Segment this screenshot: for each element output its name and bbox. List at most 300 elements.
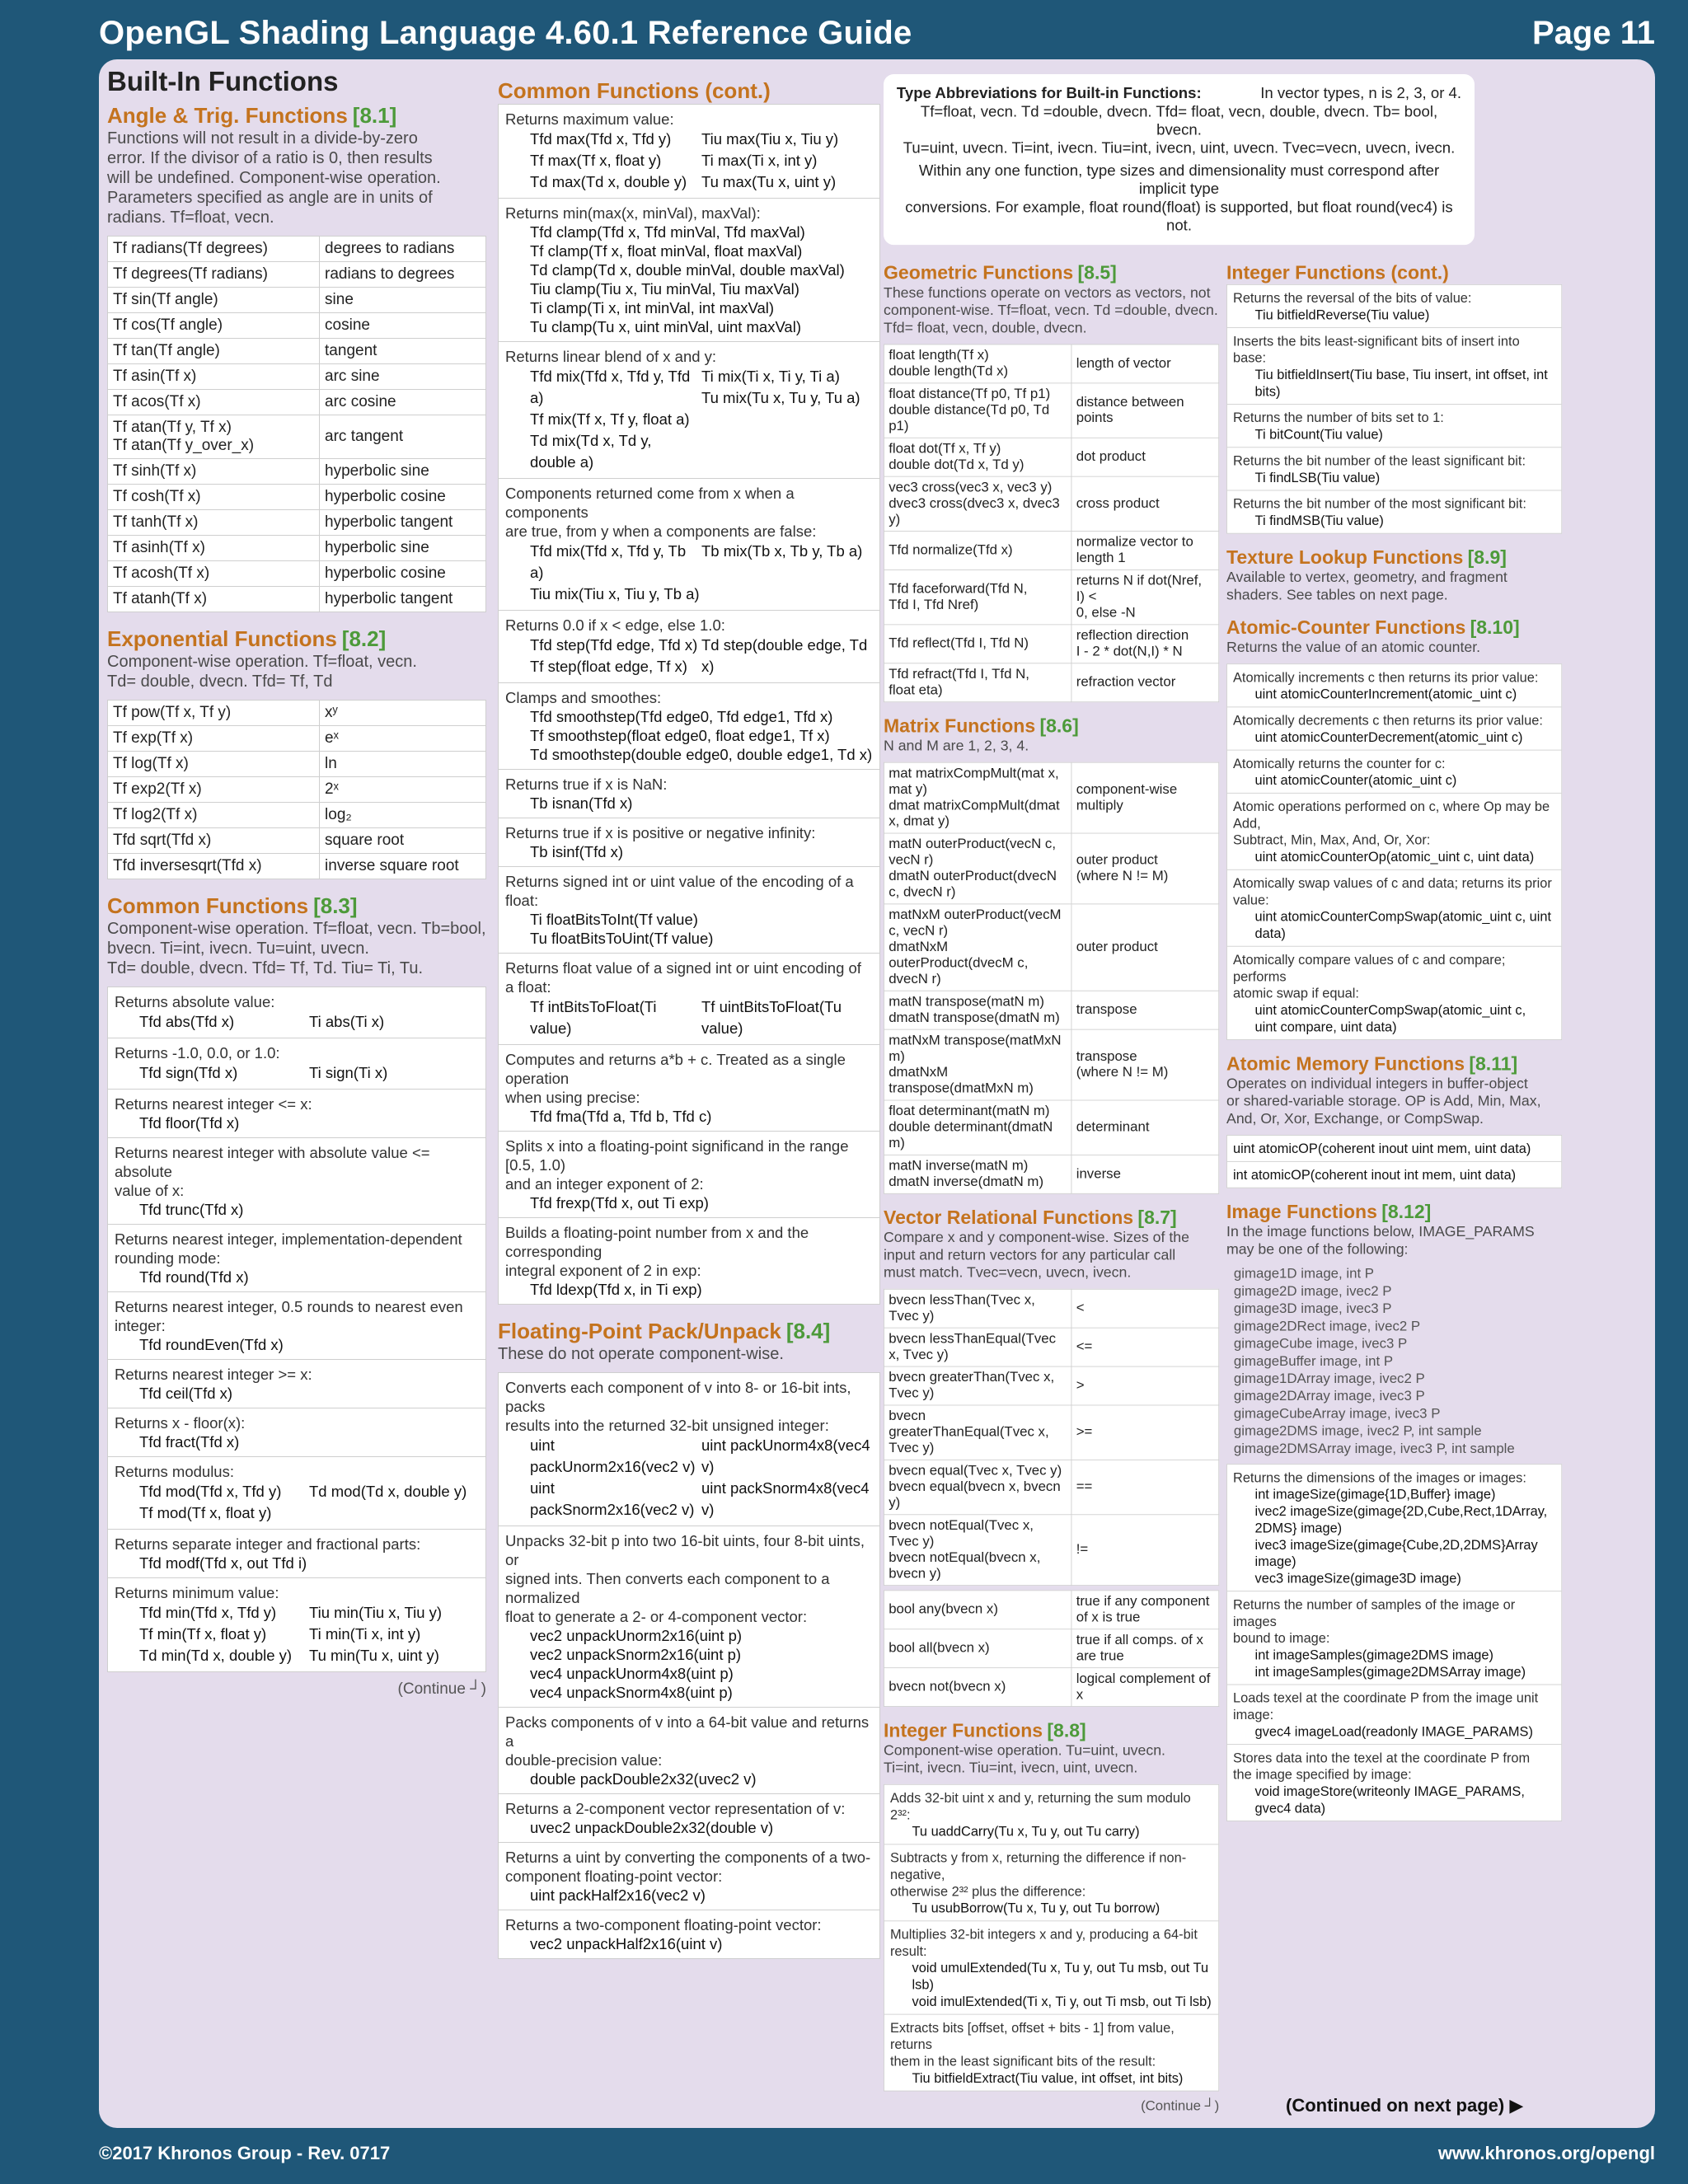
function-description: eˣ [320, 726, 486, 752]
function-signature: Tf tan(Tf angle) [108, 339, 320, 364]
item-description: Returns the bit number of the least significant bit: [1232, 452, 1526, 468]
section-description: Component-wise operation. Tu=uint, uvecn. Ti=int, ivecn. Tiu=int, ivecn, uint, uvecn. [884, 1742, 1165, 1777]
item-signature: Tfd mix(Tfd x, Tfd y, Tfd a) Tf mix(Tf x, Tf y, float a) Td mix(Td x, Td y, double a) [530, 368, 691, 471]
function-description: 2ˣ [320, 777, 486, 803]
list-item [1227, 1136, 1561, 1161]
function-description: < [1071, 1289, 1219, 1328]
item-description: Returns the dimensions of the images or images: [1232, 1469, 1526, 1485]
function-signature: float dot(Tf x, Tf y) double dot(Td x, Td y) [884, 438, 1071, 476]
item-description: Atomically decrements c then returns its prior value: [1232, 712, 1543, 729]
type-abbreviations-box [884, 74, 1475, 245]
function-signature: matN inverse(matN m) dmatN inverse(dmatN m) [884, 1155, 1071, 1193]
continue-marker: (Continue ┘) [1141, 2098, 1220, 2114]
table-row [884, 991, 1218, 1029]
column-1 [107, 66, 486, 1712]
function-signature: Tf log(Tf x) [108, 752, 320, 777]
list-item [1227, 793, 1561, 869]
item-description: Returns a 2-component vector representation of v: [505, 1800, 846, 1817]
list-item [108, 1089, 485, 1137]
function-signature: float distance(Tf p0, Tf p1) double distance(Td p0, Td p1) [884, 383, 1071, 438]
signature-grid [139, 1481, 479, 1524]
section-heading [1226, 546, 1562, 569]
item-signature: Tf uintBitsToFloat(Tu value) [701, 998, 842, 1037]
section-ref: [8.11] [1469, 1052, 1518, 1075]
section-ref: [8.12] [1381, 1200, 1432, 1223]
list-item [884, 2014, 1218, 2091]
item-signature: int imageSamples(gimage2DMS image) int imageSamples(gimage2DMSArray image) [1254, 1647, 1526, 1680]
table-row [108, 339, 486, 364]
item-description: Inserts the bits least-significant bits of insert into base: [1232, 333, 1520, 366]
item-signature: uvec2 unpackDouble2x32(double v) [530, 1819, 774, 1836]
table-row [108, 459, 486, 485]
section-description: Functions will not result in a divide-by-zero error. If the divisor of a ratio is 0, then results will be undefined. Component-wise operation. Parameters specified as angle are in units of radians. Tf=float, vecn. [107, 129, 441, 227]
item-signature: Tfd fma(Tfd a, Tfd b, Tfd c) [530, 1108, 712, 1125]
list-item [1227, 404, 1561, 447]
item-signature: Tfd round(Tfd x) [139, 1268, 249, 1286]
item-signature: uint packHalf2x16(vec2 v) [530, 1886, 706, 1904]
list-item [499, 198, 879, 341]
signature-grid [530, 541, 873, 605]
list-item [499, 818, 879, 866]
table-row [884, 1155, 1218, 1193]
function-table [107, 700, 486, 879]
item-description: Returns maximum value: [505, 110, 674, 128]
function-signature: Tf sinh(Tf x) [108, 459, 320, 485]
section-ref: [8.5] [1077, 261, 1117, 284]
item-signature: int imageSize(gimage{1D,Buffer} image) ivec2 imageSize(gimage{2D,Cube,Rect,1DArray, 2DMS} image) ivec3 imageSize(gimage{Cube,2D,2DMS}Array image) vec3 imageSize(gimage3D image) [1254, 1486, 1548, 1586]
item-description: Returns signed int or uint value of the encoding of a float: [505, 873, 854, 909]
item-description: Converts each component of v into 8- or 16-bit ints, packs results into the returned 32-bit unsigned integer: [505, 1379, 851, 1434]
item-signature: Ti sign(Ti x) [309, 1064, 388, 1081]
note-example: Within any one function, type sizes and dimensionality must correspond after implicit type conversions. For example, float round(float) is supported, but float round(vec4) is not. [905, 162, 1453, 234]
function-signature: bvecn greaterThanEqual(Tvec x, Tvec y) [884, 1405, 1071, 1460]
continued-next-page: (Continued on next page) ▶ [1286, 2095, 1524, 2116]
function-description: == [1071, 1460, 1219, 1514]
item-signature: Tfd smoothstep(Tfd edge0, Tfd edge1, Tfd x) Tf smoothstep(float edge0, float edge1, Tf x) Td smoothstep(double edge0, double edge1, Td x) [530, 708, 873, 763]
item-signature: uint atomicCounterOp(atomic_uint c, uint data) [1254, 849, 1535, 865]
item-signature: Tfd roundEven(Tfd x) [139, 1336, 284, 1353]
table-row [884, 383, 1218, 438]
item-description: Returns modulus: [115, 1463, 234, 1480]
item-description: Returns min(max(x, minVal), maxVal): [505, 204, 761, 222]
item-signature: Tfd ceil(Tfd x) [139, 1385, 233, 1402]
item-description: Returns nearest integer <= x: [115, 1095, 312, 1113]
signature-grid [530, 129, 873, 193]
function-signature: matNxM transpose(matMxN m) dmatNxM transpose(dmatMxN m) [884, 1029, 1071, 1100]
function-signature: Tf cos(Tf angle) [108, 313, 320, 339]
section [884, 1718, 1219, 2115]
function-signature: Tfd normalize(Tfd x) [884, 532, 1071, 570]
item-description: Returns nearest integer, 0.5 rounds to nearest even integer: [115, 1298, 463, 1334]
item-signature: Tfd step(Tfd edge, Tfd x) Tf step(float edge, Tf x) [530, 636, 698, 675]
table-row [884, 1629, 1218, 1668]
footer-url: www.khronos.org/opengl [1437, 2143, 1655, 2163]
note-title: Type Abbreviations for Built-in Functions: [896, 85, 1202, 102]
function-signature: Tfd refract(Tfd I, Tfd N, float eta) [884, 663, 1071, 702]
item-signature: int atomicOP(coherent inout int mem, uint data) [1232, 1166, 1517, 1183]
table-row [108, 390, 486, 415]
item-signature: Tiu max(Tiu x, Tiu y) Ti max(Ti x, int y) Tu max(Tu x, uint y) [701, 130, 839, 190]
function-signature: Tf cosh(Tf x) [108, 485, 320, 510]
item-description: Atomic operations performed on c, where Op may be Add, Subtract, Min, Max, And, Or, Xor: [1232, 798, 1550, 848]
table-row [108, 536, 486, 561]
section-title: Texture Lookup Functions [1226, 546, 1464, 569]
table-row [108, 262, 486, 288]
function-description: xʸ [320, 701, 486, 726]
list-item [499, 953, 879, 1044]
item-description: Returns x - floor(x): [115, 1414, 246, 1432]
section-heading [107, 893, 486, 919]
table-row [884, 1591, 1218, 1629]
list-item [1227, 1161, 1561, 1188]
signature-grid [530, 635, 873, 677]
list-item [499, 769, 879, 818]
item-description: Returns float value of a signed int or uint encoding of a float: [505, 959, 861, 996]
section-title: Geometric Functions [884, 261, 1074, 284]
function-description: outer product [1071, 904, 1219, 991]
item-description: Returns nearest integer >= x: [115, 1366, 312, 1383]
function-description: cross product [1071, 476, 1219, 531]
list-item [499, 1373, 879, 1526]
item-signature: uint atomicCounterCompSwap(atomic_uint c, uint compare, uint data) [1254, 1001, 1526, 1034]
function-signature: Tf sin(Tf angle) [108, 288, 320, 313]
section-ref: [8.8] [1047, 1719, 1086, 1741]
item-description: Returns 0.0 if x < edge, else 1.0: [505, 616, 725, 634]
section-heading [107, 102, 486, 129]
item-signature: Tb isinf(Tfd x) [530, 843, 624, 860]
section-ref: [8.7] [1137, 1206, 1177, 1229]
signature-grid [139, 1602, 479, 1666]
function-description: inverse square root [320, 854, 486, 879]
list-item [108, 1224, 485, 1291]
section-title: Common Functions [107, 893, 309, 918]
item-signature: Tu uaddCarry(Tu x, Tu y, out Tu carry) [912, 1823, 1140, 1840]
section-title: Integer Functions [884, 1719, 1043, 1741]
list-item [884, 1785, 1218, 1844]
function-signature: Tf asinh(Tf x) [108, 536, 320, 561]
item-description: Loads texel at the coordinate P from the image unit image: [1232, 1690, 1539, 1722]
function-description: normalize vector to length 1 [1071, 532, 1219, 570]
item-signature: uint atomicCounterIncrement(atomic_uint c) [1254, 686, 1517, 702]
table-row [108, 237, 486, 262]
table-row [884, 663, 1218, 702]
signature-grid [530, 366, 873, 473]
function-description: returns N if dot(Nref, I) < 0, else -N [1071, 569, 1219, 624]
table-row [108, 485, 486, 510]
function-description: ln [320, 752, 486, 777]
note-vector-size: In vector types, n is 2, 3, or 4. [1260, 85, 1462, 102]
page-number: Page 11 [1531, 15, 1655, 51]
section-description: These functions operate on vectors as vectors, not component-wise. Tf=float, vecn. Td =double, dvecn. Tfd= float, vecn, double, dvecn. [884, 284, 1218, 336]
item-description: Stores data into the texel at the coordinate P from the image specified by image: [1232, 1750, 1531, 1783]
item-signature: uint packUnorm2x16(vec2 v) uint packSnorm2x16(vec2 v) [530, 1436, 696, 1518]
list-item [499, 682, 879, 769]
list-item [1227, 750, 1561, 793]
list-item [499, 105, 879, 198]
function-description: hyperbolic tangent [320, 587, 486, 612]
signature-grid [530, 996, 873, 1039]
list-item [499, 610, 879, 682]
function-signature: matN outerProduct(vecN c, vecN r) dmatN outerProduct(dvecN c, dvecN r) [884, 833, 1071, 904]
item-signature: Tfd trunc(Tfd x) [139, 1201, 244, 1218]
list-item [499, 866, 879, 953]
function-description: hyperbolic cosine [320, 485, 486, 510]
note-abbreviations: Tf=float, vecn. Td =double, dvecn. Tfd= float, vecn, double, dvecn. Tb= bool, bvecn. Tu=uint, uvecn. Ti=int, ivecn. Tiu=int, ivecn, uint, uvecn. Tvec=vecn, uvecn, ivecn. [903, 103, 1456, 157]
list-item [108, 1038, 485, 1089]
item-signature: Ti findLSB(Tiu value) [1254, 469, 1381, 485]
table-row [108, 510, 486, 536]
list-item [499, 1044, 879, 1131]
list-item [499, 1526, 879, 1707]
table-row [108, 364, 486, 390]
section-description: In the image functions below, IMAGE_PARAMS may be one of the following: [1226, 1224, 1535, 1258]
table-row [884, 476, 1218, 531]
function-description: transpose [1071, 991, 1219, 1029]
list-item [499, 1131, 879, 1217]
section [1226, 1052, 1562, 1188]
list-item [1227, 1744, 1561, 1821]
section [884, 714, 1219, 1193]
item-signature: Tb mix(Tb x, Tb y, Tb a) [701, 542, 863, 560]
function-signature: bvecn greaterThan(Tvec x, Tvec y) [884, 1366, 1071, 1405]
section-title: Exponential Functions [107, 626, 337, 651]
item-signature: Ti abs(Ti x) [309, 1013, 385, 1030]
section-heading [498, 77, 880, 104]
section-description: Component-wise operation. Tf=float, vecn. Td= double, dvecn. Tfd= Tf, Td [107, 653, 417, 691]
section-ref: [8.3] [313, 893, 358, 918]
item-description: Atomically increments c then returns its prior value: [1232, 669, 1539, 685]
function-block [884, 1784, 1219, 2092]
continue-marker: (Continue ┘) [397, 1680, 486, 1698]
list-item [108, 1137, 485, 1224]
function-description: length of vector [1071, 344, 1219, 383]
section-description: Component-wise operation. Tf=float, vecn. Tb=bool, bvecn. Ti=int, ivecn. Tu=uint, uvecn. Td= double, dvecn. Tfd= Tf, Td. Tiu= Ti, Tu. [107, 920, 486, 977]
table-row [108, 828, 486, 854]
item-description: Atomically swap values of c and data; returns its prior value: [1232, 874, 1552, 907]
function-block [1226, 663, 1562, 1040]
section-heading [498, 1318, 880, 1344]
list-item [108, 1456, 485, 1529]
table-row [108, 726, 486, 752]
section-title: Common Functions (cont.) [498, 78, 771, 103]
function-description: true if all comps. of x are true [1071, 1629, 1219, 1668]
function-description: arc tangent [320, 415, 486, 459]
function-signature: Tfd faceforward(Tfd N, Tfd I, Tfd Nref) [884, 569, 1071, 624]
section-heading [1226, 616, 1562, 639]
item-signature: Tfd abs(Tfd x) [139, 1013, 235, 1030]
item-description: Subtracts y from x, returning the difference if non-negative, otherwise 2³² plus the difference: [889, 1849, 1187, 1899]
table-row [108, 288, 486, 313]
list-item [1227, 285, 1561, 327]
item-signature: uint atomicCounterCompSwap(atomic_uint c, uint data) [1254, 908, 1552, 941]
item-description: Returns -1.0, 0.0, or 1.0: [115, 1044, 280, 1062]
section [498, 1318, 880, 1959]
function-description: hyperbolic tangent [320, 510, 486, 536]
table-row [884, 762, 1218, 833]
function-table [884, 344, 1219, 703]
item-description: Builds a floating-point number from x and the corresponding integral exponent of 2 in exp: [505, 1224, 809, 1279]
item-signature: Ti findMSB(Tiu value) [1254, 512, 1384, 528]
item-signature: Tfd floor(Tfd x) [139, 1114, 240, 1132]
section-description: Compare x and y component-wise. Sizes of the input and return vectors for any particular call must match. Tvec=vecn, uvecn, ivecn. [884, 1230, 1189, 1282]
function-signature: bvecn equal(Tvec x, Tvec y) bvecn equal(bvecn x, bvecn y) [884, 1460, 1071, 1514]
item-description: Returns the number of bits set to 1: [1232, 410, 1444, 425]
list-item [108, 1408, 485, 1456]
table-row [884, 1289, 1218, 1328]
list-item [1227, 946, 1561, 1039]
item-signature: Tiu bitfieldInsert(Tiu base, Tiu insert, int offset, int bits) [1254, 366, 1548, 399]
function-signature: Tf exp2(Tf x) [108, 777, 320, 803]
list-item [499, 1793, 879, 1842]
item-signature: gvec4 imageLoad(readonly IMAGE_PARAMS) [1254, 1723, 1533, 1739]
item-description: Extracts bits [offset, offset + bits - 1] from value, returns them in the least significant bits of the result: [889, 2019, 1175, 2069]
section-description: These do not operate component-wise. [498, 1345, 784, 1363]
function-table [884, 1289, 1219, 1586]
function-signature: float determinant(matN m) double determinant(dmatN m) [884, 1100, 1071, 1155]
column-2 [498, 73, 880, 1972]
section-heading [884, 714, 1219, 737]
item-signature: Tfd mod(Tfd x, Tfd y) Tf mod(Tf x, float y) [139, 1483, 282, 1521]
function-description: arc cosine [320, 390, 486, 415]
section-title: Atomic Memory Functions [1226, 1052, 1465, 1075]
section-ref: [8.6] [1039, 715, 1079, 737]
item-signature: Tf intBitsToFloat(Ti value) [530, 998, 657, 1037]
function-description: determinant [1071, 1100, 1219, 1155]
item-signature: Tfd modf(Tfd x, out Tfd i) [139, 1554, 307, 1572]
item-description: Returns minimum value: [115, 1584, 279, 1601]
function-description: true if any component of x is true [1071, 1591, 1219, 1629]
list-item [499, 1910, 879, 1958]
item-signature: Tfd fract(Tfd x) [139, 1433, 240, 1451]
section [884, 1206, 1219, 1707]
item-signature: void umulExtended(Tu x, Tu y, out Tu msb, out Tu lsb) void imulExtended(Ti x, Ti y, out Ti msb, out Ti lsb) [912, 1960, 1212, 2009]
section-description: Operates on individual integers in buffer-object or shared-variable storage. OP is Add, Min, Max, And, Or, Xor, Exchange, or CompSwap. [1226, 1076, 1541, 1127]
item-description: Unpacks 32-bit p into two 16-bit uints, four 8-bit uints, or signed ints. Then converts each component to a normalized float to generate a 2- or 4-component vector: [505, 1532, 865, 1625]
section-description: Available to vertex, geometry, and fragment shaders. See tables on next page. [1226, 569, 1507, 603]
table-row [884, 532, 1218, 570]
function-description: log₂ [320, 803, 486, 828]
section-heading [884, 1206, 1219, 1229]
table-row [108, 701, 486, 726]
note-header [897, 84, 1461, 102]
item-signature: Ti bitCount(Tiu value) [1254, 426, 1383, 443]
item-signature: Tiu bitfieldExtract(Tiu value, int offset, int bits) [912, 2069, 1184, 2086]
list-item [1227, 1591, 1561, 1684]
function-signature: Tf asin(Tf x) [108, 364, 320, 390]
section [107, 626, 486, 879]
item-description: Atomically compare values of c and compare; performs atomic swap if equal: [1232, 951, 1506, 1001]
item-description: Returns the reversal of the bits of value: [1232, 290, 1472, 306]
function-signature: Tf acosh(Tf x) [108, 561, 320, 587]
function-table [107, 236, 486, 612]
list-item [1227, 706, 1561, 749]
function-signature: vec3 cross(vec3 x, vec3 y) dvec3 cross(dvec3 x, dvec3 y) [884, 476, 1071, 531]
item-signature: uint atomicCounter(atomic_uint c) [1254, 772, 1457, 788]
function-signature: Tf pow(Tf x, Tf y) [108, 701, 320, 726]
section-title: Integer Functions (cont.) [1226, 261, 1449, 284]
item-description: Returns a uint by converting the components of a two- component floating-point vector: [505, 1849, 871, 1885]
item-description: Packs components of v into a 64-bit value and returns a double-precision value: [505, 1713, 870, 1769]
table-row [884, 833, 1218, 904]
list-item [1227, 869, 1561, 946]
item-signature: Tb isnan(Tfd x) [530, 794, 633, 812]
table-row [108, 313, 486, 339]
function-description: >= [1071, 1405, 1219, 1460]
item-signature: Td step(double edge, Td x) [701, 636, 868, 675]
function-description: outer product (where N != M) [1071, 833, 1219, 904]
list-item [108, 1577, 485, 1671]
item-description: Returns absolute value: [115, 993, 275, 1010]
table-row [108, 752, 486, 777]
section [1226, 1200, 1562, 1821]
section-heading [107, 626, 486, 652]
signature-grid [139, 1011, 479, 1033]
section [107, 102, 486, 612]
built-in-functions-title: Built-In Functions [107, 66, 339, 96]
list-item [499, 1842, 879, 1910]
function-signature: Tfd sqrt(Tfd x) [108, 828, 320, 854]
function-signature: bvecn lessThanEqual(Tvec x, Tvec y) [884, 1328, 1071, 1366]
list-item [499, 1707, 879, 1793]
section [498, 77, 880, 1305]
item-description: Returns the number of samples of the image or images bound to image: [1232, 1596, 1516, 1646]
function-description: radians to degrees [320, 262, 486, 288]
list-item [108, 1291, 485, 1359]
item-signature: vec2 unpackUnorm2x16(uint p) vec2 unpackSnorm2x16(uint p) vec4 unpackUnorm4x8(uint p) vec4 unpackSnorm4x8(uint p) [530, 1627, 743, 1701]
table-row [884, 1668, 1218, 1707]
section [1226, 261, 1562, 534]
item-signature: vec2 unpackHalf2x16(uint v) [530, 1935, 723, 1952]
item-signature: Tiu min(Tiu x, Tiu y) Ti min(Ti x, int y) Tu min(Tu x, uint y) [309, 1604, 443, 1664]
section-heading [884, 261, 1219, 284]
function-description: logical complement of x [1071, 1668, 1219, 1707]
section [1226, 616, 1562, 1040]
function-signature: bvecn notEqual(Tvec x, Tvec y) bvecn notEqual(bvecn x, bvecn y) [884, 1515, 1071, 1586]
item-description: Returns true if x is positive or negative infinity: [505, 824, 816, 841]
list-item [1227, 447, 1561, 490]
function-block [498, 1372, 880, 1959]
item-description: Returns a two-component floating-point vector: [505, 1916, 822, 1933]
footer-copyright: ©2017 Khronos Group - Rev. 0717 [99, 2143, 391, 2163]
list-item [1227, 490, 1561, 533]
item-signature: Ti mix(Ti x, Ti y, Ti a) Tu mix(Tu x, Tu y, Tu a) [701, 368, 860, 406]
item-signature: void imageStore(writeonly IMAGE_PARAMS, gvec4 data) [1254, 1783, 1525, 1816]
function-signature: bvecn lessThan(Tvec x, Tvec y) [884, 1289, 1071, 1328]
item-signature: Td mod(Td x, double y) [309, 1483, 467, 1500]
section [884, 261, 1219, 703]
section-title: Floating-Point Pack/Unpack [498, 1319, 781, 1343]
item-signature: uint packUnorm4x8(vec4 v) uint packSnorm4x8(vec4 v) [701, 1436, 870, 1518]
section-ref: [8.9] [1467, 546, 1507, 569]
section-heading [1226, 1200, 1562, 1223]
function-block [1226, 1135, 1562, 1188]
function-description: inverse [1071, 1155, 1219, 1193]
function-signature: matN transpose(matN m) dmatN transpose(dmatN m) [884, 991, 1071, 1029]
function-description: hyperbolic sine [320, 459, 486, 485]
table-row [884, 569, 1218, 624]
item-signature: Tfd mix(Tfd x, Tfd y, Tb a) Tiu mix(Tiu x, Tiu y, Tb a) [530, 542, 700, 602]
function-signature: Tf radians(Tf degrees) [108, 237, 320, 262]
function-signature: Tf atan(Tf y, Tf x) Tf atan(Tf y_over_x) [108, 415, 320, 459]
param-list: gimage1D image, int P gimage2D image, ivec2 P gimage3D image, ivec3 P gimage2DRect image, ivec2 P gimageCube image, ivec3 P gimageBuffer image, int P gimage1DArray image, ivec2 P gimage2DArray image, ivec3 P gimageCubeArray image, ivec3 P gimage2DMS image, ivec2 P, int sample gimage2DMSArray image, ivec3 P, int sample [1233, 1266, 1515, 1457]
function-signature: bvecn not(bvecn x) [884, 1668, 1071, 1707]
function-signature: Tf acos(Tf x) [108, 390, 320, 415]
function-description: degrees to radians [320, 237, 486, 262]
function-signature: Tf exp(Tf x) [108, 726, 320, 752]
item-signature: double packDouble2x32(uvec2 v) [530, 1770, 757, 1788]
table-row [108, 415, 486, 459]
function-block [1226, 284, 1562, 534]
